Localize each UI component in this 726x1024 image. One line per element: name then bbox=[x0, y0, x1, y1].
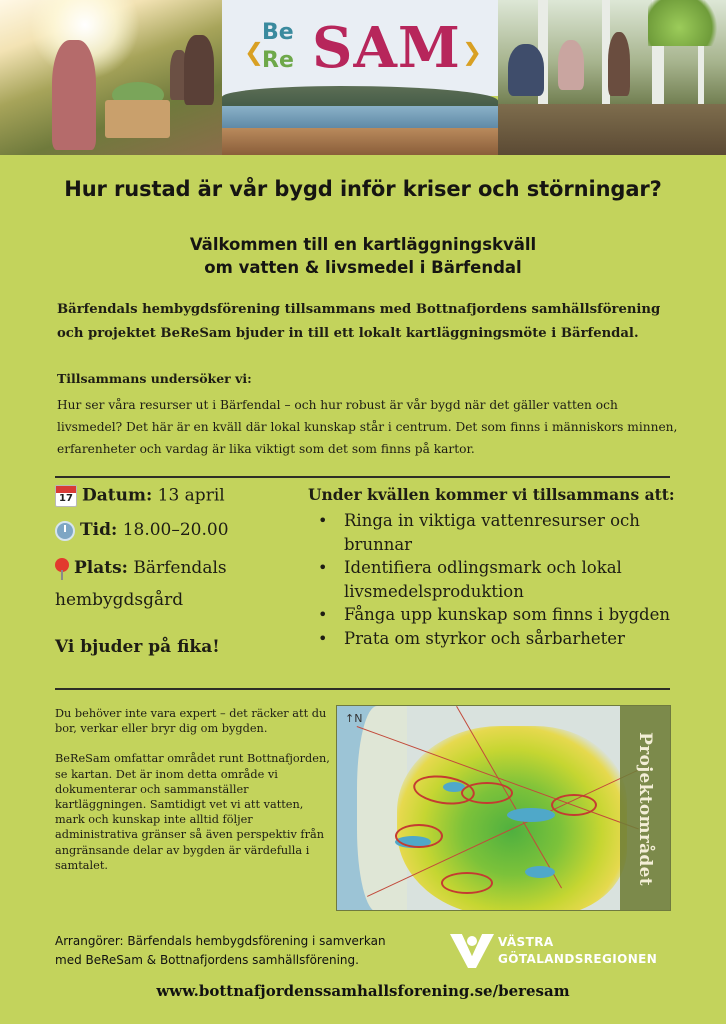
place-value: Bärfendals hembygdsgård bbox=[55, 558, 227, 610]
time-value: 18.00–20.00 bbox=[122, 520, 229, 540]
project-area-map bbox=[336, 705, 671, 911]
organizer-line-1: Arrangörer: Bärfendals hembygdsförening i samverkan bbox=[55, 934, 386, 948]
photo-harvest bbox=[0, 0, 222, 155]
project-area-label: Projektområdet bbox=[635, 732, 655, 886]
organizer-text bbox=[55, 932, 455, 970]
date-value: 13 april bbox=[157, 485, 225, 506]
subtitle-line-1: Välkommen till en kartläggningskväll bbox=[189, 235, 537, 254]
calendar-icon: 17 bbox=[55, 485, 77, 507]
person-figure bbox=[558, 40, 584, 90]
time-label: Tid: bbox=[80, 520, 118, 540]
event-place bbox=[55, 552, 305, 616]
list-item: • Fånga upp kunskap som finns i bygden bbox=[308, 603, 678, 627]
date-label: Datum: bbox=[82, 485, 153, 506]
leaves bbox=[648, 0, 726, 46]
place-label: Plats: bbox=[74, 558, 128, 578]
person-figure bbox=[184, 35, 214, 105]
bottom-text bbox=[55, 706, 333, 888]
person-figure bbox=[608, 32, 630, 96]
vastra-gotalandsregionen-logo bbox=[448, 926, 678, 974]
list-item: • Ringa in viktiga vattenresurser och brunnar bbox=[308, 509, 678, 556]
event-date bbox=[55, 485, 305, 507]
photo-forest-family bbox=[498, 0, 726, 155]
page-subtitle bbox=[0, 233, 726, 279]
event-time bbox=[55, 520, 305, 541]
shore bbox=[222, 128, 498, 155]
together-heading: Tillsammans undersöker vi: bbox=[57, 371, 252, 386]
list-item: • Identifiera odlingsmark och lokal livsmedelsproduktion bbox=[308, 556, 678, 603]
divider bbox=[55, 476, 670, 478]
map-marked-area bbox=[461, 782, 513, 804]
harvest-crate bbox=[105, 100, 170, 138]
map-marked-area bbox=[551, 794, 597, 816]
fika-note: Vi bjuder på fika! bbox=[55, 637, 220, 657]
vgr-mark-icon bbox=[448, 930, 496, 970]
subtitle-line-2: om vatten & livsmedel i Bärfendal bbox=[204, 258, 522, 277]
person-figure bbox=[508, 44, 544, 96]
photo-lake-landscape bbox=[222, 0, 498, 155]
divider bbox=[55, 688, 670, 690]
activities-title: Under kvällen kommer vi tillsammans att: bbox=[308, 485, 675, 504]
map-lake bbox=[507, 808, 555, 822]
logo-sam: SAM bbox=[312, 15, 461, 81]
expert-paragraph: Du behöver inte vara expert – det räcker att du bor, verkar eller bryr dig om bygden. bbox=[55, 707, 327, 736]
activities-block bbox=[308, 485, 678, 650]
map-marked-area bbox=[395, 824, 443, 848]
beresam-logo bbox=[244, 14, 483, 84]
region-name: VÄSTRA GÖTALANDSREGIONEN bbox=[498, 935, 658, 966]
logo-re: Re bbox=[262, 48, 294, 73]
map-lake bbox=[525, 866, 555, 878]
together-paragraph: Hur ser våra resurser ut i Bärfendal – och hur robust är vår bygd när det gäller vatten och livsmedel? Det här är en kväll där lokal kunskap står i centrum. Det som finns i människors minnen, erfarenheter och vardag är lika viktigt som det som finns på kartor. bbox=[57, 398, 678, 456]
activities-list bbox=[308, 509, 678, 650]
map-marked-area bbox=[441, 872, 493, 894]
pin-icon bbox=[55, 558, 69, 580]
logo-be: Be bbox=[262, 20, 294, 45]
organizer-line-2: med BeReSam & Bottnafjordens samhällsförening. bbox=[55, 953, 359, 967]
person-figure bbox=[52, 40, 96, 150]
logo-bracket-right-icon: ❯ bbox=[462, 38, 483, 66]
project-label-band bbox=[620, 706, 670, 911]
lake bbox=[222, 106, 498, 130]
list-item: • Prata om styrkor och sårbarheter bbox=[308, 627, 678, 651]
clock-icon bbox=[55, 521, 75, 541]
stream bbox=[498, 104, 726, 155]
website-url[interactable]: www.bottnafjordenssamhallsforening.se/beresam bbox=[156, 982, 570, 1000]
north-arrow-icon: ↑N bbox=[345, 712, 363, 725]
page-title: Hur rustad är vår bygd inför kriser och störningar? bbox=[64, 177, 662, 201]
header-banner bbox=[0, 0, 726, 155]
logo-bracket-left-icon: ❮ bbox=[244, 38, 265, 66]
intro-paragraph: Bärfendals hembygdsförening tillsammans med Bottnafjordens samhällsförening och projektet BeReSam bjuder in till ett lokalt kartläggningsmöte i Bärfendal. bbox=[57, 302, 661, 341]
area-paragraph: BeReSam omfattar området runt Bottnafjorden, se kartan. Det är inom detta område vi dokumenterar och sammanställer kartläggningen. Samtidigt vet vi att vatten, mark och kunskap inte alltid följer administrativa gränser så även perspektiv från angränsande delar av bygden är värdefulla i samtalet. bbox=[55, 752, 330, 872]
